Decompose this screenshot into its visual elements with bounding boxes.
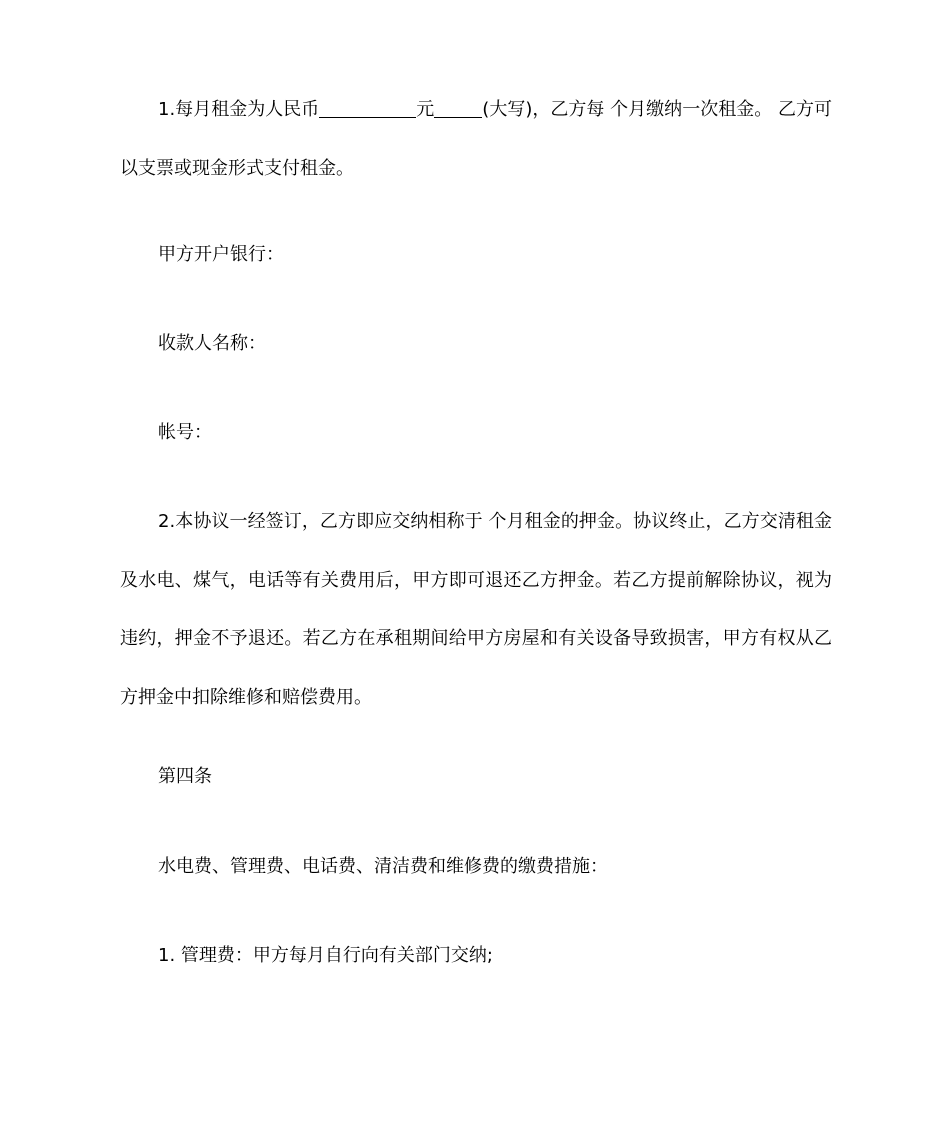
account-label: 帐号： — [158, 422, 212, 443]
payee-label: 收款人名称： — [158, 333, 266, 354]
deposit-clause: 2.本协议一经签订，乙方即应交纳相称于 个月租金的押金。协议终止，乙方交清租金及水电、煤气，电话等有关费用后，甲方即可退还乙方押金。若乙方提前解除协议，视为违约，押金不予退还。若乙方在承租期间给甲方房屋和有关设备导致损害，甲方有权从乙方押金中扣除维修和赔偿费用。 — [120, 511, 832, 708]
bank-label: 甲方开户银行： — [158, 244, 284, 265]
rent-clause-part1: 1.每月租金为人民币 — [158, 99, 320, 120]
rent-clause-part2: 元 — [416, 99, 435, 120]
rent-amount-uppercase-blank — [434, 97, 482, 118]
rent-clause-part3: (大写)，乙方每 个月缴纳一次租金。 乙方可以支票或现金形式支付租金。 — [120, 99, 832, 179]
management-fee-item: 1. 管理费：甲方每月自行向有关部门交纳; — [158, 945, 493, 966]
article-heading: 第四条 — [158, 766, 212, 787]
rent-clause — [120, 81, 832, 198]
rent-amount-blank — [319, 97, 416, 118]
fees-intro: 水电费、管理费、电话费、清洁费和维修费的缴费措施： — [158, 856, 608, 877]
